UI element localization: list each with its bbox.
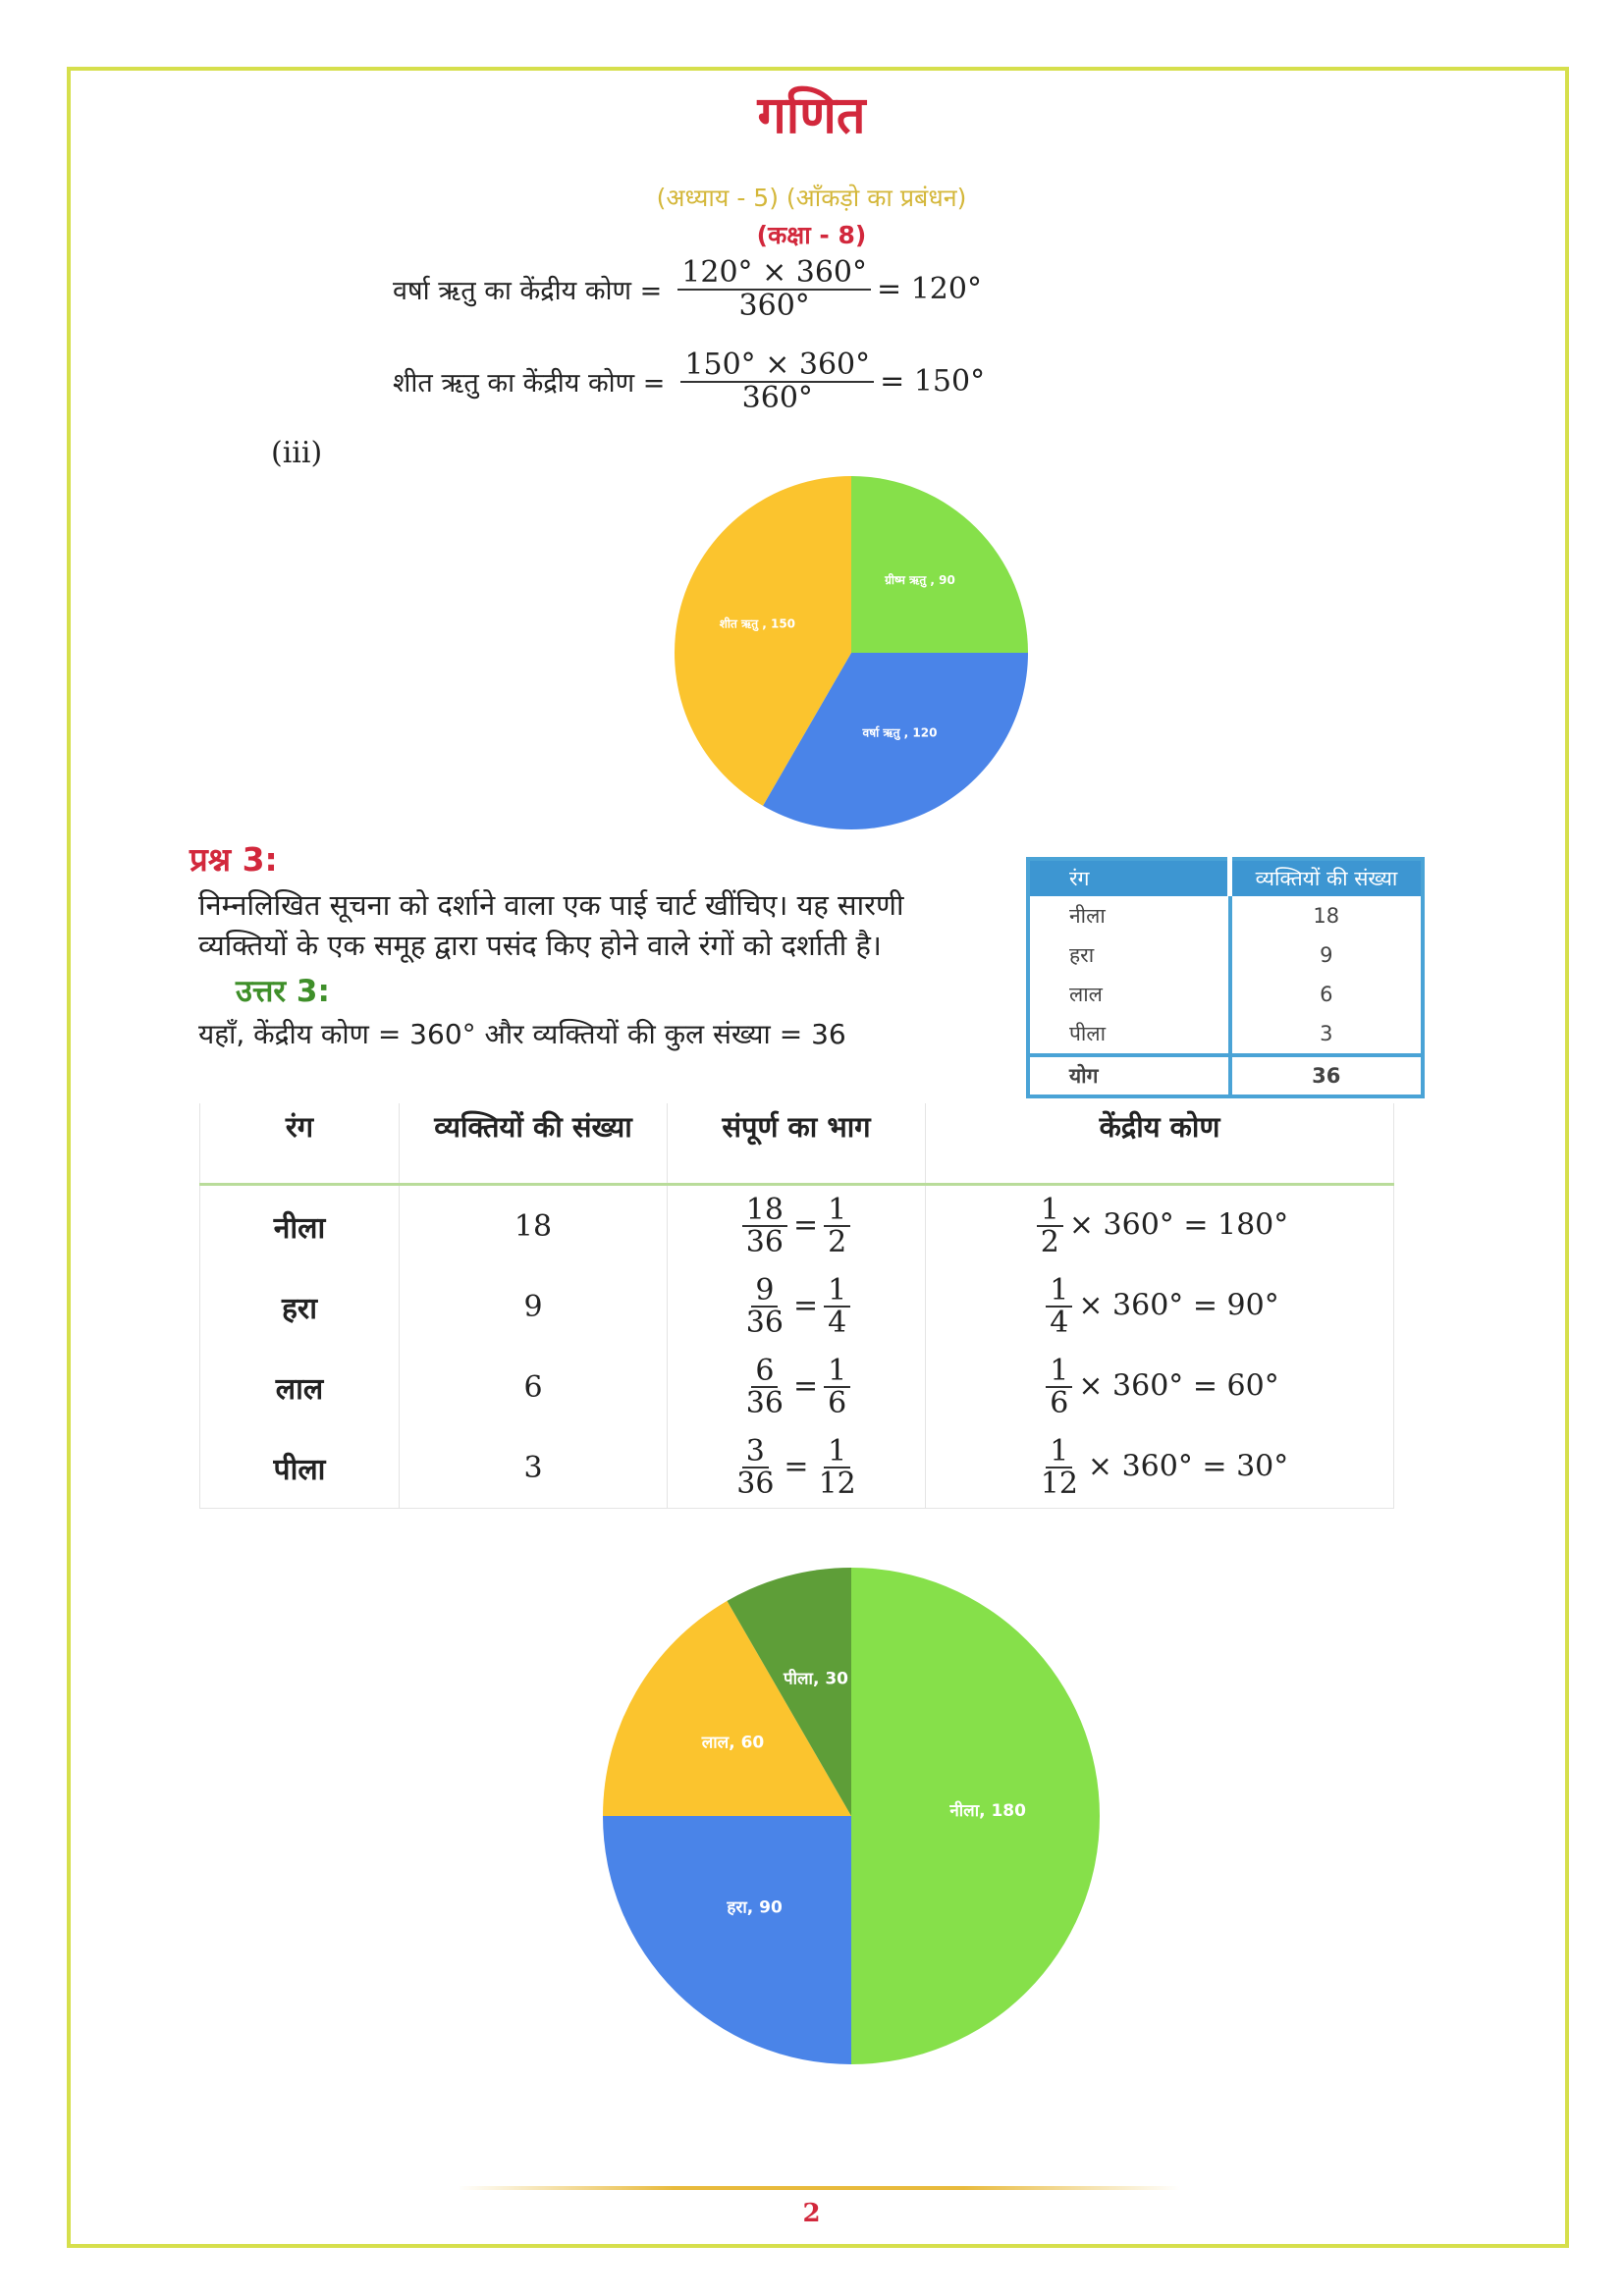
slice-label: नीला, 180 (949, 1801, 1026, 1821)
equation-result: = 120° (877, 272, 982, 306)
numerator: 1 (824, 1195, 850, 1228)
total-row (1028, 1055, 1423, 1096)
equation-label: वर्षा ऋतु का केंद्रीय कोण = (393, 276, 663, 306)
header-cell: रंग (1028, 859, 1230, 896)
cell: योग (1028, 1055, 1230, 1096)
cell: 9 (1320, 943, 1333, 967)
table-row (1028, 896, 1423, 935)
given-table (1026, 857, 1425, 1098)
numerator: 3 (742, 1436, 769, 1469)
angle-cell (926, 1427, 1394, 1509)
class-label: (कक्षा - 8) (756, 221, 867, 249)
denominator: 6 (1050, 1386, 1069, 1420)
numerator: 1 (824, 1436, 850, 1469)
equation-label: शीत ऋतु का केंद्रीय कोण = (393, 368, 666, 399)
numerator: 6 (751, 1356, 778, 1389)
slice-label: वर्षा ऋतु , 120 (862, 725, 938, 740)
header-cell: रंग (200, 1103, 400, 1185)
denominator: 2 (1040, 1225, 1059, 1259)
angle-cell (926, 1266, 1394, 1347)
header-cell: व्यक्तियों की संख्या (400, 1103, 668, 1185)
header-cell: संपूर्ण का भाग (668, 1103, 926, 1185)
page-number: 2 (802, 2199, 821, 2228)
numerator: 120° × 360° (677, 257, 871, 291)
denominator: 2 (828, 1225, 847, 1259)
numerator: 1 (1046, 1356, 1072, 1389)
cell: 36 (1230, 1055, 1424, 1096)
cell: 3 (1320, 1022, 1333, 1045)
fraction-cell: $\frac{6}{36}$ = $\frac{1}{6}$ (668, 1347, 926, 1427)
solution-table (199, 1103, 1394, 1509)
denominator: 12 (818, 1467, 856, 1501)
slice-label: पीला, 30 (783, 1669, 849, 1689)
answer-text: यहाँ, केंद्रीय कोण = 360° और व्यक्तियों की कुल संख्या = 36 (198, 1018, 846, 1050)
header-cell: केंद्रीय कोण (926, 1103, 1394, 1185)
color-cell: हरा (200, 1266, 400, 1347)
color-cell: नीला (200, 1185, 400, 1267)
numerator: 1 (1046, 1436, 1072, 1469)
footer-divider (458, 2186, 1180, 2190)
fraction-cell: $\frac{3}{36}$ = $\frac{1}{12}$ (668, 1427, 926, 1509)
table-row (200, 1185, 1394, 1267)
table-row (200, 1427, 1394, 1509)
denominator: 12 (1040, 1467, 1078, 1501)
angle-value: × 360° = 60° (1078, 1368, 1279, 1403)
page-title: गणित (757, 86, 866, 145)
numerator: 150° × 360° (680, 349, 874, 383)
part-label: (iii) (271, 436, 323, 470)
slice-label: लाल, 60 (701, 1733, 765, 1753)
numerator: 1 (824, 1275, 850, 1308)
cell: हरा (1028, 935, 1230, 975)
denominator: 4 (828, 1306, 847, 1340)
header-cell: व्यक्तियों की संख्या (1230, 859, 1424, 896)
cell: 6 (1320, 983, 1333, 1006)
numerator: 18 (742, 1195, 787, 1228)
angle-value: × 360° = 180° (1068, 1207, 1289, 1242)
denominator: 36 (745, 1225, 784, 1259)
table-row (200, 1347, 1394, 1427)
angle-value: × 360° = 90° (1078, 1288, 1279, 1322)
denominator: 36 (736, 1467, 775, 1501)
chapter-subtitle: (अध्याय - 5) (आँकड़ो का प्रबंधन) (656, 184, 967, 212)
question-line-2: व्यक्तियों के एक समूह द्वारा पसंद किए होने वाले रंगों को दर्शाती है। (198, 929, 882, 962)
table-row (1028, 975, 1423, 1014)
count-cell: 6 (400, 1347, 668, 1427)
angle-cell (926, 1347, 1394, 1427)
equation-1 (393, 257, 982, 321)
cell: लाल (1028, 975, 1230, 1014)
angle-value: × 360° = 30° (1087, 1449, 1289, 1483)
fraction-cell: $\frac{18}{36}$ = $\frac{1}{2}$ (668, 1185, 926, 1267)
denominator: 4 (1050, 1306, 1069, 1340)
numerator: 1 (824, 1356, 850, 1389)
cell: 18 (1313, 904, 1340, 928)
pie-slice (851, 476, 1028, 653)
angle-cell (926, 1185, 1394, 1267)
numerator: 1 (1037, 1195, 1063, 1228)
pie-slice (603, 1816, 851, 2064)
equation-result: = 150° (880, 364, 986, 399)
question-label: प्रश्न 3: (189, 840, 278, 879)
color-cell: पीला (200, 1427, 400, 1509)
table-row (1028, 935, 1423, 975)
color-pie-chart (586, 1551, 1116, 2081)
answer-label: उत्तर 3: (236, 974, 330, 1009)
denominator: 36 (745, 1386, 784, 1420)
cell: पीला (1028, 1014, 1230, 1055)
numerator: 9 (751, 1275, 778, 1308)
slice-label: ग्रीष्म ऋतु , 90 (885, 572, 955, 587)
slice-label: शीत ऋतु , 150 (719, 616, 796, 631)
count-cell: 18 (400, 1185, 668, 1267)
color-cell: लाल (200, 1347, 400, 1427)
season-pie-chart (655, 456, 1048, 849)
denominator: 360° (738, 288, 810, 323)
table-row (200, 1266, 1394, 1347)
denominator: 360° (741, 380, 813, 415)
denominator: 6 (828, 1386, 847, 1420)
numerator: 1 (1046, 1275, 1072, 1308)
count-cell: 3 (400, 1427, 668, 1509)
fraction-cell: $\frac{9}{36}$ = $\frac{1}{4}$ (668, 1266, 926, 1347)
question-line-1: निम्नलिखित सूचना को दर्शाने वाला एक पाई चार्ट खींचिए। यह सारणी (198, 888, 904, 922)
table-row (1028, 1014, 1423, 1055)
denominator: 36 (745, 1306, 784, 1340)
equation-2 (393, 349, 985, 413)
slice-label: हरा, 90 (727, 1897, 783, 1918)
count-cell: 9 (400, 1266, 668, 1347)
cell: नीला (1028, 896, 1230, 935)
